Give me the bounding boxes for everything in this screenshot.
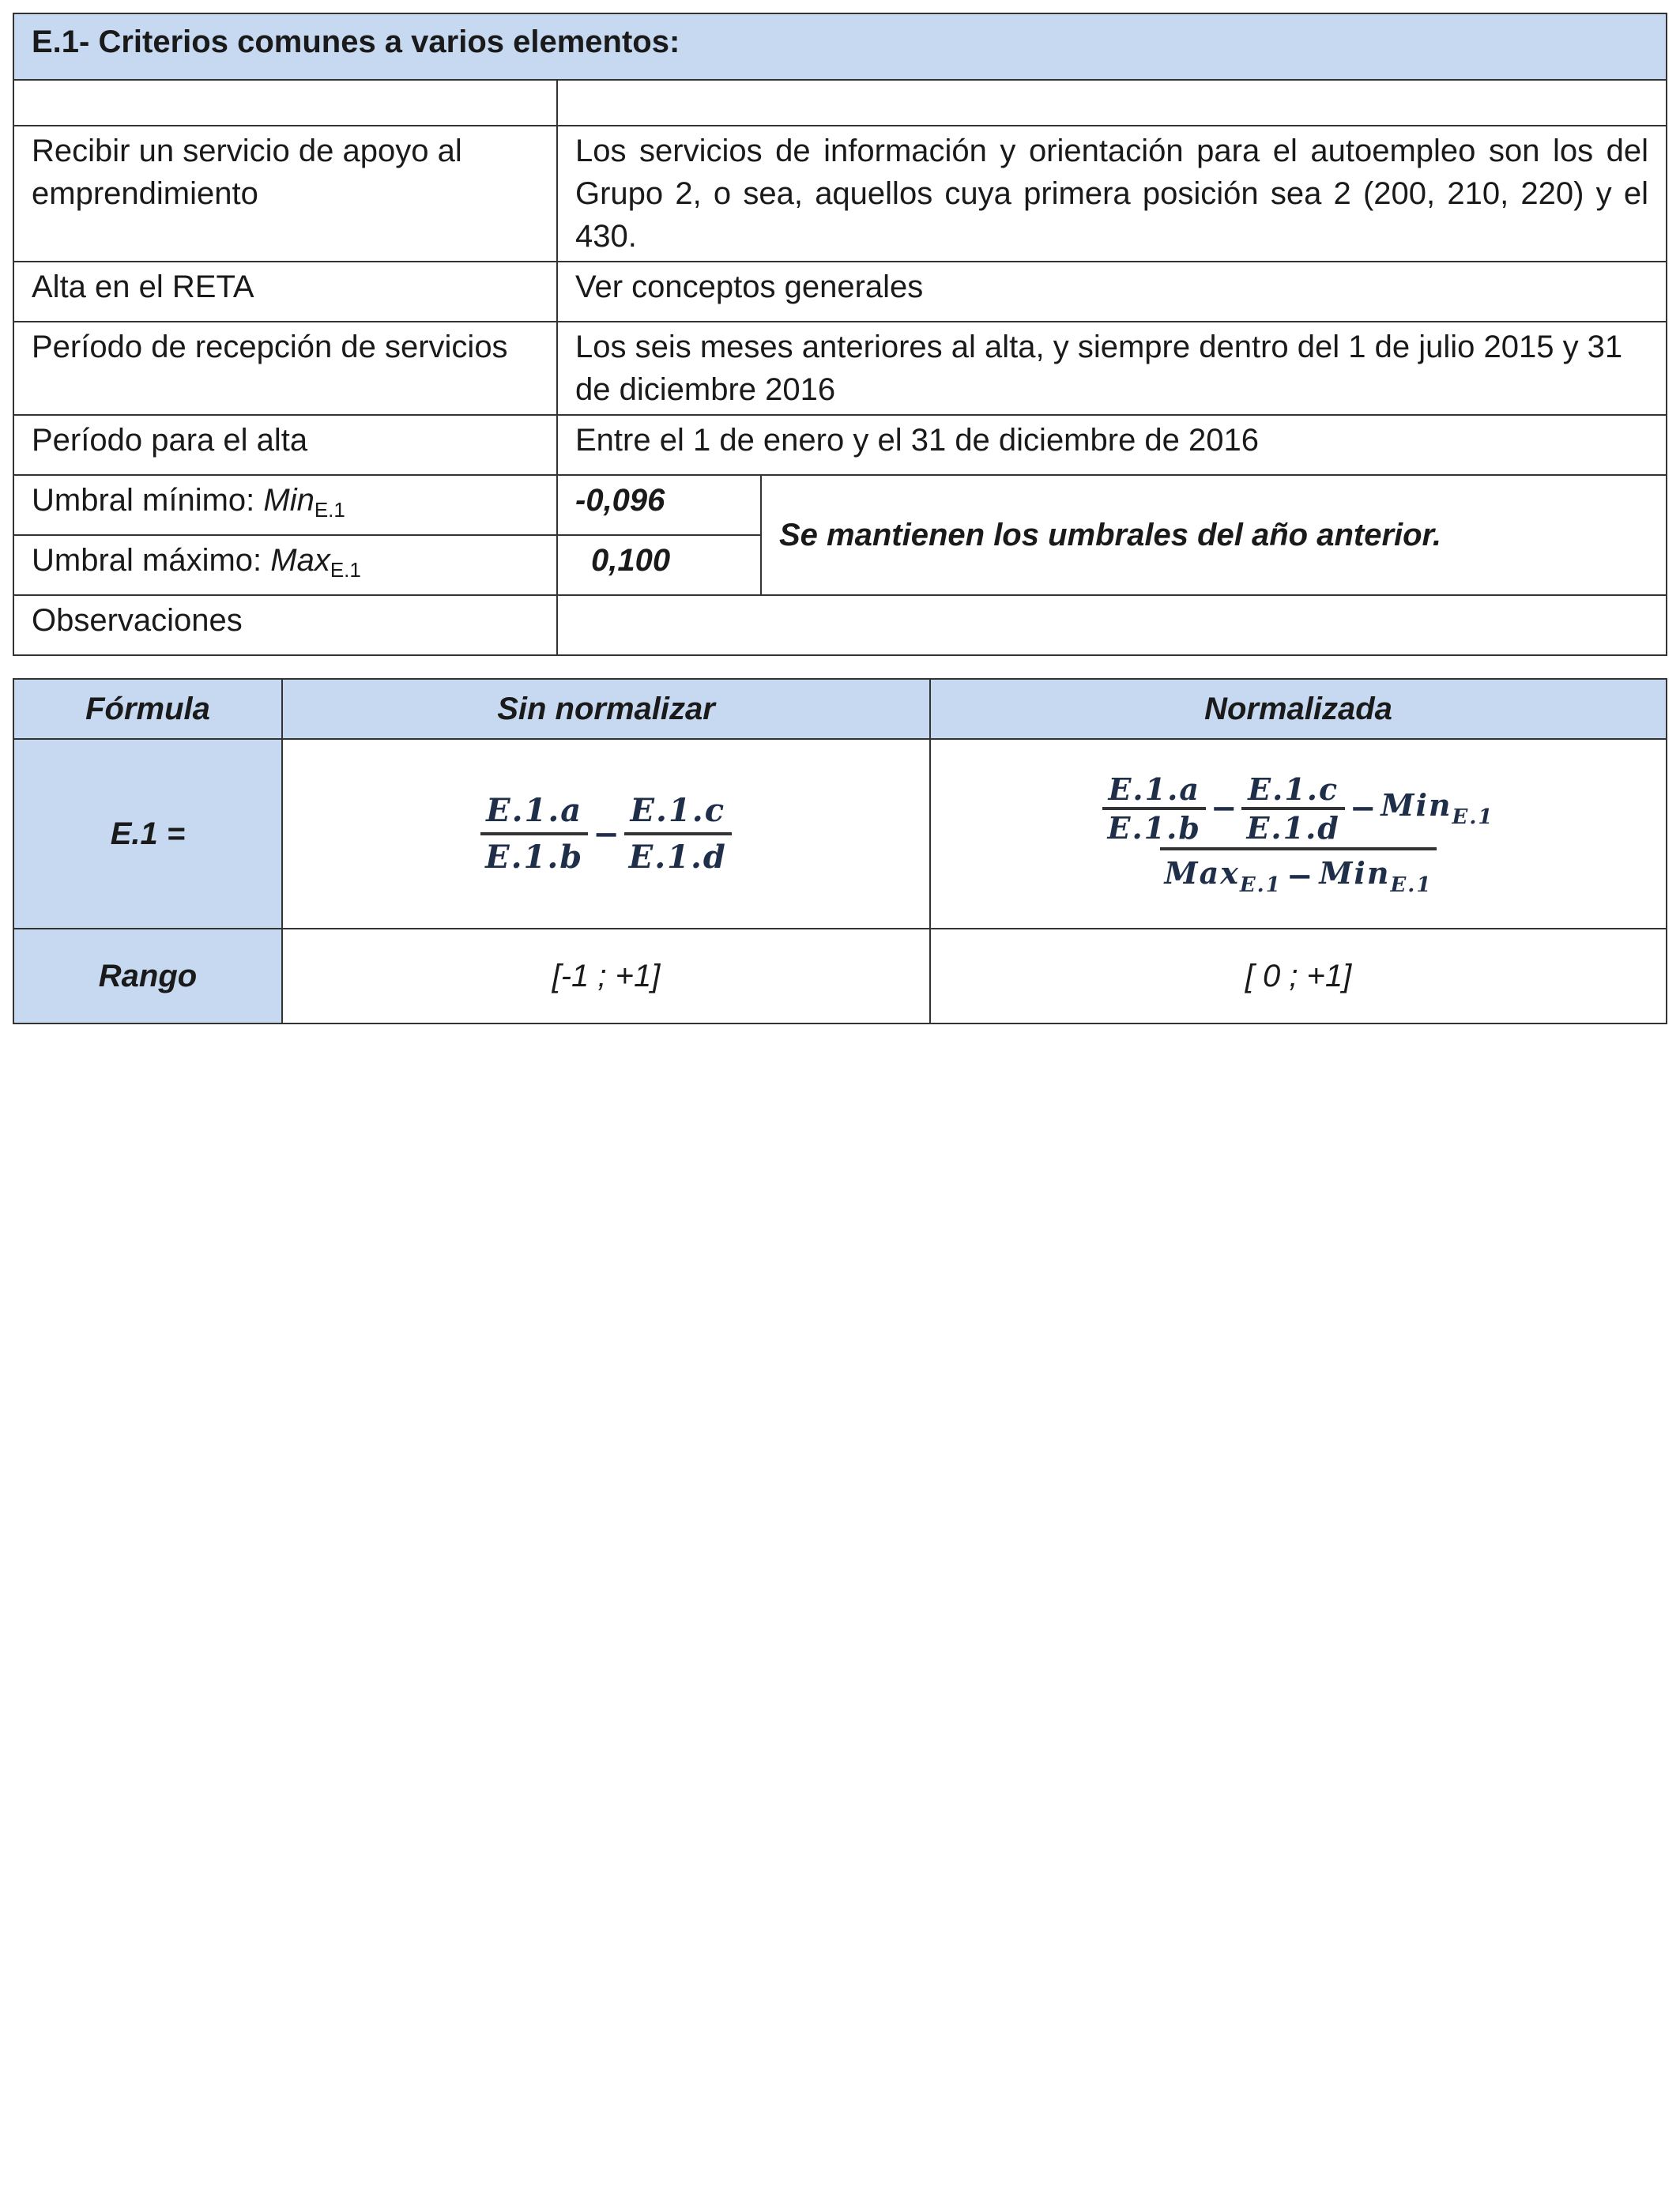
min-subscript: E.1 xyxy=(314,498,345,522)
denominator-b: E.1.b xyxy=(1102,807,1205,846)
row-label: Período para el alta xyxy=(13,415,557,475)
numerator-a: E.1.a xyxy=(1108,771,1200,807)
normalized-denominator xyxy=(1160,847,1437,897)
min-subscript: E.1 xyxy=(1390,873,1433,897)
header-normalized: Normalizada xyxy=(930,679,1667,739)
row-label: Período de recepción de servicios xyxy=(13,322,557,415)
max-threshold-value: 0,100 xyxy=(557,535,761,595)
row-label: Alta en el RETA xyxy=(13,262,557,322)
max-subscript: E.1 xyxy=(330,558,361,582)
min-text: Min xyxy=(1319,854,1391,891)
normalized-fraction xyxy=(1098,771,1498,897)
observations-value xyxy=(557,595,1667,655)
formula-raw xyxy=(282,739,930,929)
row-value: Los servicios de información y orientación para el autoempleo son los del Grupo 2, o sea, aquellos cuya primera posición sea 2 (200, 210, 220) y el 430. xyxy=(557,126,1667,262)
formula-row-label: E.1 = xyxy=(13,739,282,929)
minus-sign: − xyxy=(1349,790,1377,827)
numerator-c: E.1.c xyxy=(1248,771,1339,807)
section-title: E.1- Criterios comunes a varios elementos: xyxy=(13,13,1667,80)
max-label-text: Umbral máximo: xyxy=(32,543,271,578)
minus-sign: − xyxy=(1286,857,1315,895)
max-subscript: E.1 xyxy=(1239,873,1282,897)
row-value: Los seis meses anteriores al alta, y siempre dentro del 1 de julio 2015 y 31 de diciembre 2016 xyxy=(557,322,1667,415)
criteria-table xyxy=(13,13,1667,656)
fraction-ab xyxy=(480,792,588,876)
denominator-b: E.1.b xyxy=(480,832,588,876)
fraction-cd xyxy=(1241,771,1344,846)
empty-cell xyxy=(13,80,557,126)
min-term xyxy=(1381,787,1494,829)
minus-sign: − xyxy=(593,815,620,853)
observations-label: Observaciones xyxy=(13,595,557,655)
min-text: Min xyxy=(1381,787,1452,823)
min-threshold-value: -0,096 xyxy=(557,475,761,535)
empty-cell xyxy=(557,80,1667,126)
header-formula: Fórmula xyxy=(13,679,282,739)
formula-normalized xyxy=(930,739,1667,929)
min-symbol: Min xyxy=(263,483,315,518)
row-value: Ver conceptos generales xyxy=(557,262,1667,322)
range-row-label: Rango xyxy=(13,929,282,1023)
numerator-c: E.1.c xyxy=(630,792,726,829)
range-raw: [-1 ; +1] xyxy=(282,929,930,1023)
threshold-note: Se mantienen los umbrales del año anterior. xyxy=(761,475,1667,595)
row-label: Recibir un servicio de apoyo al emprendimiento xyxy=(13,126,557,262)
header-raw: Sin normalizar xyxy=(282,679,930,739)
range-normalized: [ 0 ; +1] xyxy=(930,929,1667,1023)
min-subscript: E.1 xyxy=(1452,805,1494,829)
normalized-numerator xyxy=(1098,771,1498,847)
row-value: Entre el 1 de enero y el 31 de diciembre de 2016 xyxy=(557,415,1667,475)
max-symbol: Max xyxy=(270,543,330,578)
denominator-d: E.1.d xyxy=(624,832,732,876)
numerator-a: E.1.a xyxy=(486,792,583,829)
denominator-d: E.1.d xyxy=(1241,807,1344,846)
max-threshold-label xyxy=(13,535,557,595)
fraction-ab xyxy=(1102,771,1205,846)
minus-sign: − xyxy=(1210,790,1237,827)
min-label-text: Umbral mínimo: xyxy=(32,483,264,518)
min-threshold-label xyxy=(13,475,557,535)
fraction-cd xyxy=(624,792,732,876)
formula-table xyxy=(13,678,1667,1024)
max-text: Max xyxy=(1164,854,1240,891)
